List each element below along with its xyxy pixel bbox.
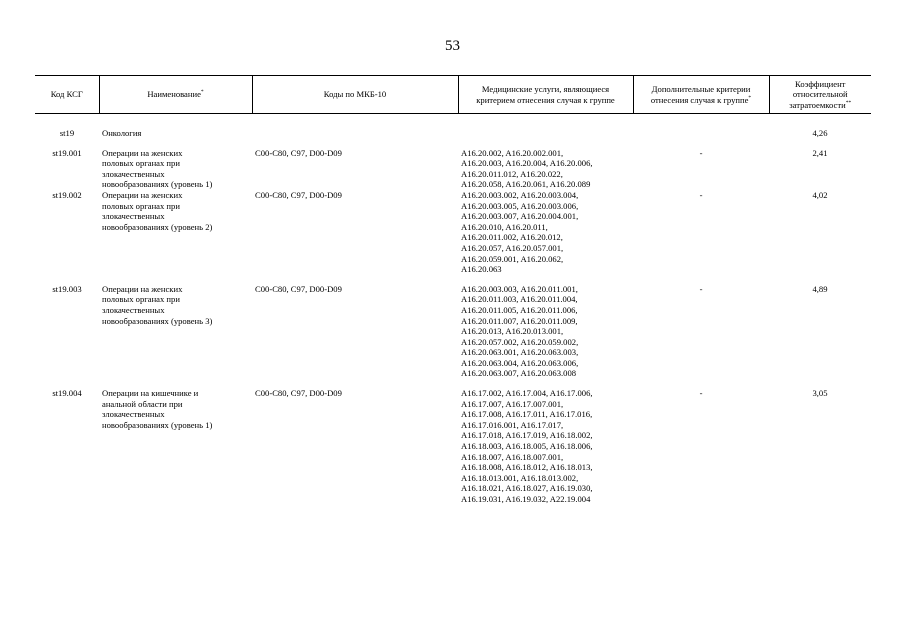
- cell-extra: -: [699, 283, 703, 294]
- cell-code: st19.003: [52, 283, 82, 294]
- table-row: [35, 190, 871, 284]
- cell-coefficient: 3,05: [812, 388, 828, 399]
- table-row: [35, 284, 871, 388]
- cell-coefficient: 4,02: [812, 189, 828, 200]
- cell-extra: [633, 128, 769, 148]
- cell-code: st19.002: [52, 189, 82, 200]
- header-services: Медицинские услуги, являющиеся критерием отнесения случая к группе: [458, 76, 633, 114]
- cell-extra: -: [699, 147, 703, 158]
- cell-extra: -: [699, 388, 703, 399]
- table-row: [35, 128, 871, 148]
- cell-services: A16.20.003.003, A16.20.011.001, A16.20.011.003, A16.20.011.004, A16.20.011.005, A16.20.011.006, A16.20.011.007, A16.20.011.009, A16.20.013, A16.20.013.001, A16.20.057.002, A16.20.059.002, A16.20.063.001, A16.20.063.003, A16.20.063.004, A16.20.063.006, A16.20.063.007, A16.20.063.008: [461, 283, 579, 379]
- cell-mkb: C00-C80, C97, D00-D09: [255, 147, 342, 158]
- cell-code: st19.001: [52, 147, 82, 158]
- page-number: 53: [445, 38, 460, 54]
- cell-code: st19: [59, 128, 75, 138]
- cell-extra: -: [699, 189, 703, 200]
- cell-name: Онкология: [102, 128, 142, 138]
- cell-coefficient: 2,41: [812, 147, 828, 158]
- header-code: Код КСГ: [35, 76, 99, 114]
- cell-coefficient: 4,89: [812, 283, 828, 294]
- header-extra-footnote-mark: *: [748, 94, 752, 101]
- header-name: Наименование*: [99, 76, 252, 114]
- cell-mkb: [252, 128, 458, 148]
- table-row: [35, 388, 871, 505]
- header-coefficient: Коэффициент относительной затратоемкости**: [769, 76, 871, 114]
- table-header-row: [35, 76, 871, 114]
- cell-name: Операции на женских половых органах при злокачественных новообразованиях (уровень 3): [102, 283, 213, 326]
- header-name-footnote-mark: *: [200, 89, 204, 96]
- cell-mkb: C00-C80, C97, D00-D09: [255, 189, 342, 200]
- cell-coefficient: 4,26: [812, 128, 828, 138]
- cell-services: [458, 128, 633, 148]
- header-extra-criteria: Дополнительные критерии отнесения случая к группе*: [633, 76, 769, 114]
- cell-services: A16.20.002, A16.20.002.001, A16.20.003, A16.20.004, A16.20.006, A16.20.011.012, A16.20.022, A16.20.058, A16.20.061, A16.20.089: [461, 147, 593, 190]
- cell-services: A16.17.002, A16.17.004, A16.17.006, A16.17.007, A16.17.007.001, A16.17.008, A16.17.011, A16.17.016, A16.17.016.001, A16.17.017, A16.17.018, A16.17.019, A16.18.002, A16.18.003, A16.18.005, A16.18.006, A16.18.007, A16.18.007.001, A16.18.008, A16.18.012, A16.18.013, A16.18.013.001, A16.18.013.002, A16.18.021, A16.18.027, A16.19.030, A16.19.031, A16.19.032, A22.19.004: [461, 388, 593, 504]
- cell-mkb: C00-C80, C97, D00-D09: [255, 283, 342, 294]
- cell-name: Операции на женских половых органах при злокачественных новообразованиях (уровень 1): [102, 147, 213, 190]
- header-mkb-codes: Коды по МКБ-10: [252, 76, 458, 114]
- table-row: [35, 148, 871, 190]
- cell-name: Операции на кишечнике и анальной области при злокачественных новообразованиях (уровень 1): [102, 388, 213, 430]
- cell-name: Операции на женских половых органах при злокачественных новообразованиях (уровень 2): [102, 189, 213, 232]
- cell-code: st19.004: [52, 388, 82, 399]
- cell-mkb: C00-C80, C97, D00-D09: [255, 388, 342, 399]
- header-coef-footnote-mark: **: [845, 99, 852, 106]
- ksg-table: [35, 75, 871, 505]
- cell-services: A16.20.003.002, A16.20.003.004, A16.20.003.005, A16.20.003.006, A16.20.003.007, A16.20.004.001, A16.20.010, A16.20.011, A16.20.011.002, A16.20.012, A16.20.057, A16.20.057.001, A16.20.059.001, A16.20.062, A16.20.063: [461, 189, 579, 275]
